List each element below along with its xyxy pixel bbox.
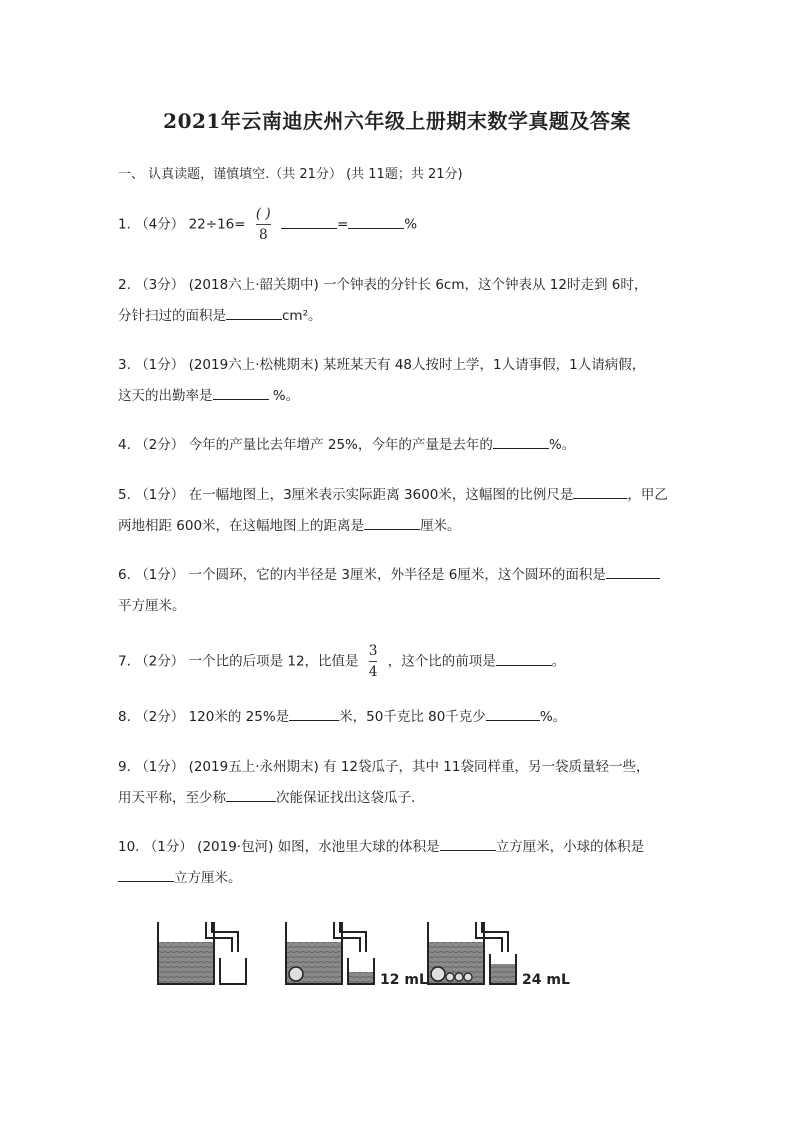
question-4: 4. （2分） 今年的产量比去年增产 25%，今年的产量是去年的 %。 [118, 430, 678, 461]
answer-blank[interactable] [348, 214, 404, 229]
question-3: 3. （1分） (2019六上·松桃期末) 某班某天有 48人按时上学，1人请事假，1人请病假， 这天的出勤率是 %。 [118, 357, 646, 404]
big-ball [289, 967, 303, 981]
answer-blank[interactable] [486, 706, 540, 721]
answer-blank[interactable] [281, 214, 337, 229]
big-ball [431, 967, 445, 981]
tank-1 [158, 922, 246, 984]
question-2: 2. （3分） (2018六上·韶关期中) 一个钟表的分针长 6cm，这个钟表从 12时走到 6时， 分针扫过的面积是 cm²。 [118, 277, 648, 324]
small-ball [455, 973, 463, 981]
answer-blank[interactable] [493, 434, 549, 449]
tank-3 [428, 922, 570, 988]
answer-blank[interactable] [573, 484, 627, 499]
water-tank-figure [150, 910, 580, 1000]
tank-1-water [158, 942, 214, 984]
section-heading: 一、 认真读题，谨慎填空.（共 21分） (共 11题；共 21分) [118, 167, 463, 182]
question-7: 7. （2分） 一个比的后项是 12，比值是 $\frac{3}{4}$ ，这个比的前项是 。 [118, 643, 566, 680]
answer-blank[interactable] [118, 867, 174, 882]
tank-2 [286, 922, 428, 988]
label-24ml: 24 mL [522, 972, 570, 988]
answer-blank[interactable] [226, 305, 282, 320]
fraction: $\frac{3}{4}$ [368, 643, 378, 680]
answer-blank[interactable] [289, 706, 339, 721]
question-10: 10. （1分） (2019·包河) 如图，水池里大球的体积是 立方厘米，小球的体积是 立方厘米。 [118, 832, 678, 894]
small-ball [446, 973, 454, 981]
answer-blank[interactable] [226, 787, 276, 802]
question-6: 6. （1分） 一个圆环，它的内半径是 3厘米，外半径是 6厘米，这个圆环的面积是 平方厘米。 [118, 560, 678, 622]
fraction: $\frac{( )}{8}$ [255, 206, 271, 243]
answer-blank[interactable] [496, 651, 552, 666]
question-9: 9. （1分） (2019五上·永州期末) 有 12袋瓜子，其中 11袋同样重，另一袋质量轻一些， 用天平称，至少称 次能保证找出这袋瓜子. [118, 759, 650, 806]
question-8: 8. （2分） 120米的 25%是 米，50千克比 80千克少 %。 [118, 702, 678, 733]
label-12ml: 12 mL [380, 972, 428, 988]
answer-blank[interactable] [364, 515, 420, 530]
question-1: 1. （4分） 22÷16= $\frac{( )}{8}$ = % [118, 206, 418, 243]
beaker-1 [220, 958, 246, 984]
page-title: 2021年云南迪庆州六年级上册期末数学真题及答案 [163, 109, 631, 133]
answer-blank[interactable] [440, 836, 496, 851]
small-ball [464, 973, 472, 981]
answer-blank[interactable] [606, 564, 660, 579]
answer-blank[interactable] [213, 385, 269, 400]
question-5: 5. （1分） 在一幅地图上，3厘米表示实际距离 3600米，这幅图的比例尺是 ，甲乙 两地相距 600米，在这幅地图上的距离是 厘米。 [118, 480, 678, 542]
